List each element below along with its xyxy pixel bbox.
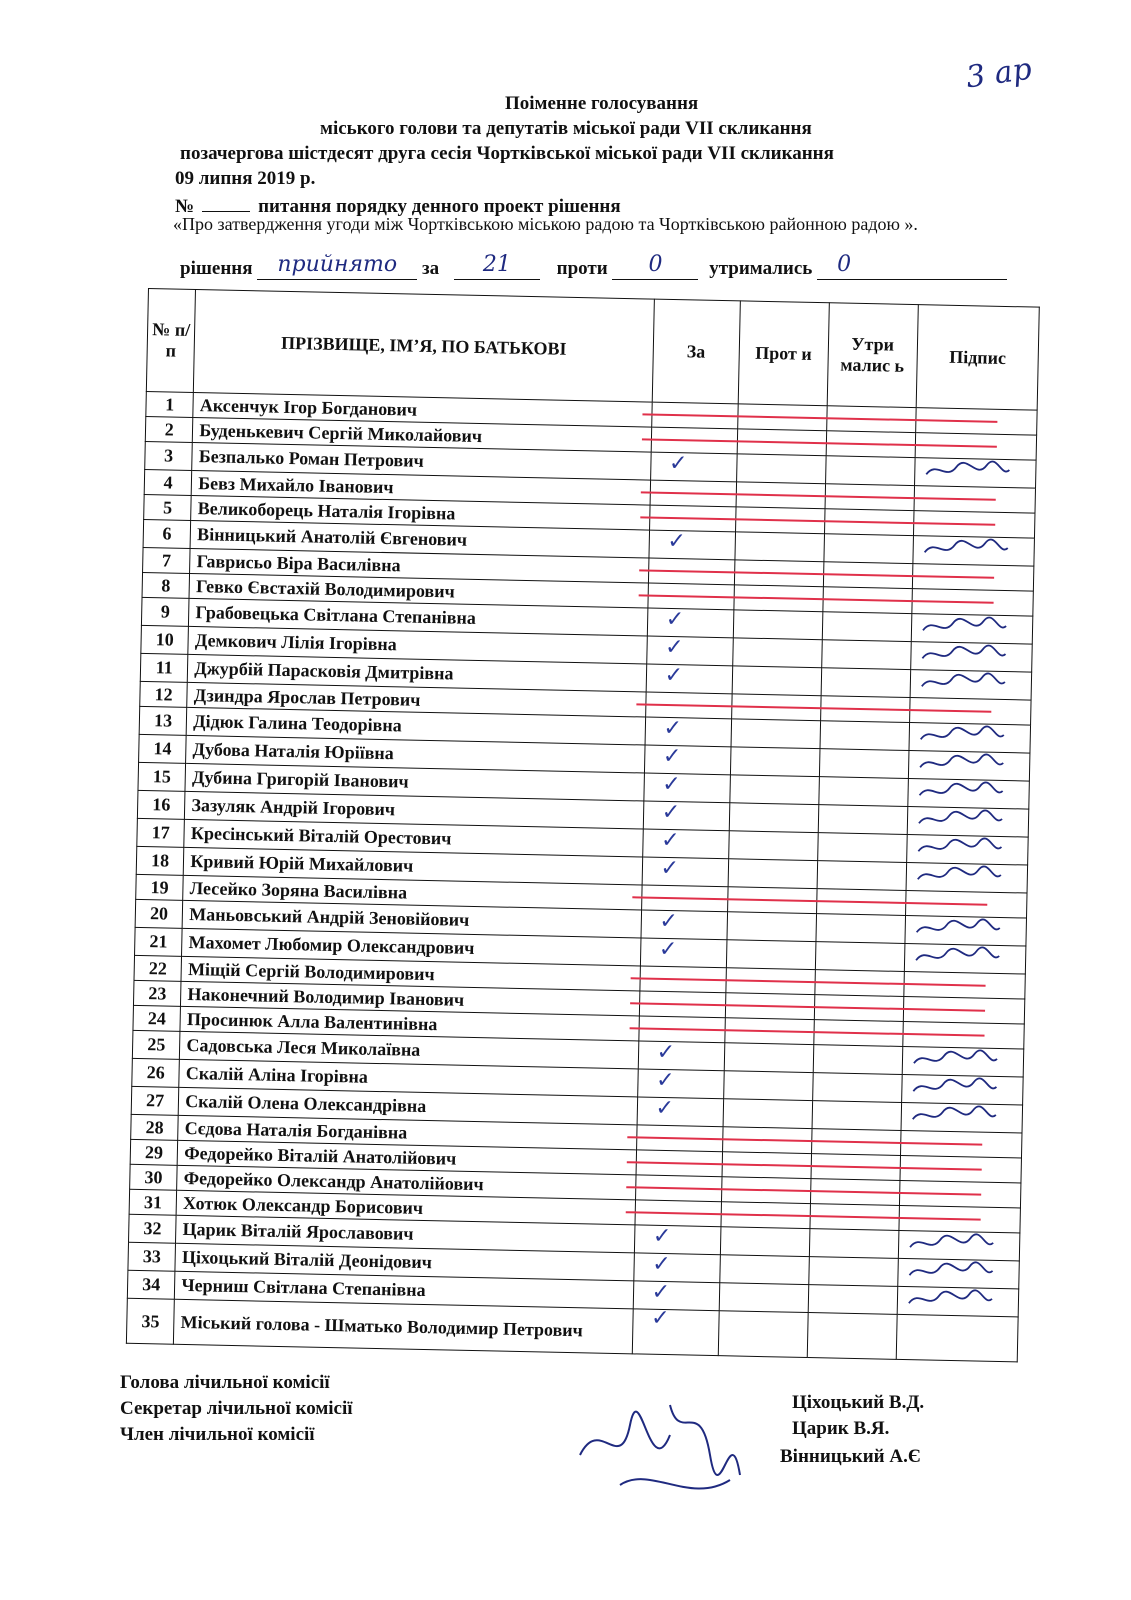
signature-cell [906,863,1028,894]
row-number: 8 [142,572,190,598]
vote-against-cell [721,1202,810,1229]
deputy-name: Демкович Лілія Ігорівна [188,626,647,664]
secretary-label: Секретар лічильної комісії [120,1398,353,1419]
deputy-name: Царик Віталій Ярославович [176,1215,635,1253]
signature-scribble [917,642,1007,666]
vote-against-cell [735,532,824,562]
check-mark-icon: ✓ [659,908,679,935]
check-mark-icon: ✓ [650,1305,670,1332]
signature-scribble [912,863,1002,887]
vote-for-cell [650,480,737,507]
row-number: 26 [132,1058,180,1087]
row-number: 34 [127,1270,175,1299]
decision-field [257,252,417,280]
col-header-abstain: Утри малис ь [827,303,918,408]
check-mark-icon: ✓ [658,936,678,963]
vote-for-cell [651,402,738,429]
row-number: 23 [133,980,181,1006]
check-mark-icon: ✓ [660,827,680,854]
vote-against-cell [738,404,827,431]
signature-cell [911,614,1033,645]
col-header-signature: Підпис [916,305,1039,411]
signature-cell [907,807,1029,838]
vote-for-cell [637,1097,724,1127]
signature-cell [899,1205,1021,1233]
signature-cell [899,1180,1021,1208]
deputy-name: Федорейко Олександр Анатолійович [177,1165,636,1200]
vote-against-cell [724,1071,813,1101]
check-mark-icon: ✓ [655,1067,675,1094]
signature-scribble [911,916,1001,940]
row-number: 13 [139,706,187,735]
check-mark-icon: ✓ [662,743,682,770]
col-header-number: № п/п [146,289,195,393]
row-number: 25 [132,1030,180,1059]
vote-abstain-cell [815,914,905,944]
vote-for-cell [643,773,730,803]
vote-against-cell [737,454,826,484]
signature-scribble [913,835,1003,859]
row-number: 15 [138,762,186,791]
vote-abstain-cell [825,484,915,511]
signature-cell [912,564,1034,592]
doc-subtitle: міського голови та депутатів міської ради VII скликання [320,118,812,139]
vote-for-cell [648,558,735,585]
vote-against-cell [718,1311,807,1358]
row-number: 32 [129,1214,177,1243]
row-number: 22 [134,955,182,981]
signature-scribble [909,1047,999,1071]
row-number: 16 [137,790,185,819]
check-mark-icon: ✓ [652,1223,672,1250]
check-mark-icon: ✓ [651,1251,671,1278]
deputy-name: Аксенчук Ігор Богданович [193,392,652,427]
results-line [180,252,1007,280]
signature-cell [913,536,1035,567]
vote-against-cell [719,1283,808,1313]
row-number: 10 [141,625,189,654]
vote-for-cell [647,583,734,610]
commission-signatures [560,1385,770,1515]
question-number-prefix: № [175,196,195,217]
vote-abstain-cell [809,1229,899,1259]
vote-for-cell [639,991,726,1018]
row-number: 17 [137,818,185,847]
signature-cell [912,589,1034,617]
signature-cell [915,433,1037,461]
vote-against-cell [732,666,821,696]
vote-abstain-cell [823,534,913,564]
deputy-name: Гевко Євстахій Володимирович [189,573,648,608]
vote-abstain-cell [822,612,912,642]
vote-for-cell [646,664,733,694]
vote-abstain-cell [826,406,916,433]
vote-abstain-cell [811,1129,901,1156]
row-number: 5 [144,494,192,520]
deputy-name: Лесейко Зоряна Василівна [183,875,642,910]
against-field [612,252,698,280]
deputy-name: Кривий Юрій Михайлович [184,847,643,885]
signature-cell [908,751,1030,782]
question-label: питання порядку денного проект рішення [258,196,621,217]
chair-name: Ціхоцький В.Д. [792,1392,925,1413]
deputy-name: Скалій Аліна Ігорівна [179,1059,638,1097]
row-number: 3 [145,441,193,470]
signature-scribble [904,1287,994,1311]
signature-scribble [921,458,1011,482]
check-mark-icon: ✓ [651,1279,671,1306]
signature-scribble [915,723,1005,747]
vote-for-cell [650,452,737,482]
vote-abstain-cell [824,509,914,536]
handwritten-page-number: 3 ар [963,51,1034,96]
vote-against-cell [724,1043,813,1073]
signature-scribble [914,807,1004,831]
vote-abstain-cell [809,1204,899,1231]
signature-cell [910,670,1032,701]
row-number: 35 [126,1298,174,1344]
vote-for-cell [644,745,731,775]
col-header-for: За [652,299,741,404]
against-label: проти [556,258,608,279]
signature-cell [906,835,1028,866]
row-number: 24 [133,1005,181,1031]
row-number: 7 [143,547,191,573]
deputy-name: Садовська Леся Миколаївна [180,1031,639,1069]
deputy-name: Джурбій Парасковія Дмитрівна [188,654,647,692]
for-label: за [422,258,440,279]
chair-label: Голова лічильної комісії [120,1372,330,1393]
deputy-name: Маньовський Андрій Зеновійович [182,900,641,938]
signature-cell [914,458,1036,489]
vote-for-cell [641,885,728,912]
vote-for-cell [638,1041,725,1071]
vote-for-cell [638,1016,725,1043]
vote-against-cell [728,859,817,889]
deputy-name: Вінницький Анатолій Євгенович [190,520,649,558]
row-number: 30 [130,1164,178,1190]
deputy-name: Дубина Григорій Іванович [185,763,644,801]
check-mark-icon: ✓ [664,634,684,661]
signature-cell [901,1102,1023,1133]
deputy-name: Сєдова Наталія Богданівна [178,1115,637,1150]
vote-abstain-cell [810,1179,900,1206]
vote-against-cell [723,1099,812,1129]
deputy-name: Ціхоцький Віталій Деонідович [175,1243,634,1281]
row-number: 11 [140,653,188,682]
vote-for-cell [649,505,736,532]
deputy-name: Грабовецька Світлана Степанівна [189,598,648,636]
vote-against-cell [731,719,820,749]
vote-for-cell [642,857,729,887]
check-mark-icon: ✓ [656,1039,676,1066]
vote-for-cell [632,1305,719,1356]
vote-for-cell [636,1125,723,1152]
vote-for-cell [635,1175,722,1202]
deputy-name: Просинюк Алла Валентинівна [180,1006,639,1041]
vote-abstain-cell [808,1257,898,1287]
vote-abstain-cell [812,1073,902,1103]
signature-cell [908,779,1030,810]
vote-against-cell [722,1152,811,1179]
deputy-name: Зазуляк Андрій Ігорович [185,791,644,829]
vote-against-cell [728,887,817,914]
check-mark-icon: ✓ [668,450,688,477]
signature-cell [903,996,1025,1024]
vote-for-cell [635,1200,722,1227]
vote-abstain-cell [814,995,904,1022]
for-field [454,252,540,280]
signature-cell [909,723,1031,754]
abstain-field [817,252,1007,280]
session-line: позачергова шістдесят друга сесія Чортківської міської ради VII скликання [180,143,834,164]
vote-against-cell [720,1227,809,1257]
vote-abstain-cell [817,861,907,891]
row-number: 29 [130,1139,178,1165]
vote-against-cell [726,968,815,995]
deputy-name: Федорейко Віталій Анатолійович [177,1140,636,1175]
vote-abstain-cell [826,431,916,458]
session-date: 09 липня 2019 р. [175,168,316,189]
signature-cell [905,915,1027,946]
vote-against-cell [721,1177,810,1204]
decision-label: рішення [180,258,253,279]
signature-scribble [918,614,1008,638]
vote-against-cell [737,429,826,456]
question-text: «Про затвердження угоди між Чортківською міською радою та Чортківською районною радою ». [173,214,918,234]
signature-cell [914,486,1036,514]
vote-abstain-cell [821,668,911,698]
secretary-name: Царик В.Я. [792,1418,890,1439]
vote-for-cell [645,717,732,747]
signature-cell [904,971,1026,999]
vote-for-cell [646,636,733,666]
vote-abstain-cell [808,1285,898,1315]
signature-scribble [908,1075,998,1099]
signature-scribble [905,1231,995,1255]
signature-cell [900,1130,1022,1158]
check-mark-icon: ✓ [663,715,683,742]
signature-cell [904,943,1026,974]
vote-against-cell [720,1255,809,1285]
vote-against-cell [729,831,818,861]
signature-cell [910,642,1032,673]
row-number: 4 [144,469,192,495]
vote-against-cell [729,803,818,833]
deputy-name: Дзиндра Ярослав Петрович [187,682,646,717]
vote-for-cell [641,910,728,940]
signature-scribble [919,536,1009,560]
vote-abstain-cell [816,889,906,916]
vote-against-cell [736,507,825,534]
vote-against-cell [733,610,822,640]
vote-for-cell [633,1253,720,1283]
row-number: 27 [131,1086,179,1115]
check-mark-icon: ✓ [664,662,684,689]
vote-for-cell [633,1281,720,1311]
vote-for-cell [649,530,736,560]
signature-cell [900,1155,1022,1183]
vote-against-cell [734,560,823,587]
vote-abstain-cell [822,587,912,614]
col-header-against: Прот и [738,301,829,406]
deputy-name: Бевз Михайло Іванович [191,470,650,505]
deputy-name: Черниш Світлана Степанівна [175,1271,634,1309]
signature-cell [898,1258,1020,1289]
row-number: 6 [143,519,191,548]
vote-table [126,288,1040,1362]
signature-cell [913,511,1035,539]
vote-abstain-cell [811,1154,901,1181]
vote-abstain-cell [825,456,915,486]
check-mark-icon: ✓ [655,1095,675,1122]
signature-cell [896,1314,1018,1362]
member-name: Вінницький А.Є [780,1446,921,1467]
row-number: 12 [140,681,188,707]
abstain-label: утримались [709,258,813,279]
doc-title: Поіменне голосування [505,93,699,114]
vote-for-cell [642,829,729,859]
vote-against-cell [733,638,822,668]
col-header-name: ПРІЗВИЩЕ, ІМ’Я, ПО БАТЬКОВІ [194,290,654,403]
vote-abstain-cell [812,1101,902,1131]
vote-for-cell [645,692,732,719]
vote-abstain-cell [820,721,910,751]
member-label: Член лічильної комісії [120,1424,315,1445]
row-number: 28 [131,1114,179,1140]
deputy-name: Міський голова - Шматько Володимир Петрович [174,1299,633,1354]
vote-abstain-cell [823,562,913,589]
deputy-name: Хотюк Олександр Борисович [176,1190,635,1225]
row-number: 1 [146,391,194,417]
against-handwritten: 0 [648,252,663,277]
vote-abstain-cell [817,833,907,863]
abstain-handwritten: 0 [837,252,852,277]
signature-cell [905,891,1027,919]
row-number: 31 [129,1189,177,1215]
signature-cell [915,408,1037,436]
deputy-name: Махомет Любомир Олександрович [182,928,641,966]
signature-cell [903,1021,1025,1049]
vote-abstain-cell [814,970,904,997]
vote-against-cell [730,747,819,777]
for-handwritten: 21 [482,252,511,277]
vote-for-cell [636,1150,723,1177]
signature-scribble [914,779,1004,803]
vote-for-cell [639,966,726,993]
vote-abstain-cell [818,805,908,835]
signature-scribble [907,1103,997,1127]
signature-cell [901,1074,1023,1105]
signature-cell [909,698,1031,726]
vote-abstain-cell [821,640,911,670]
decision-handwritten: прийнято [277,252,398,277]
deputy-name: Наконечний Володимир Іванович [181,981,640,1016]
vote-for-cell [640,938,727,968]
row-number: 18 [136,846,184,875]
signature-cell [897,1286,1019,1317]
vote-against-cell [734,585,823,612]
check-mark-icon: ✓ [660,855,680,882]
vote-abstain-cell [815,942,905,972]
vote-for-cell [643,801,730,831]
vote-abstain-cell [819,749,909,779]
deputy-name: Великоборець Наталія Ігорівна [191,495,650,530]
vote-abstain-cell [818,777,908,807]
vote-for-cell [647,608,734,638]
vote-against-cell [732,694,821,721]
deputy-name: Дубова Наталія Юріївна [186,735,645,773]
signature-cell [898,1230,1020,1261]
vote-against-cell [725,1018,814,1045]
signature-scribble [915,751,1005,775]
row-number: 20 [135,899,183,928]
deputy-name: Гаврисьо Віра Василівна [190,548,649,583]
signature-cell [902,1046,1024,1077]
vote-for-cell [634,1225,721,1255]
row-number: 9 [141,597,189,626]
deputy-name: Скалій Олена Олександрівна [179,1087,638,1125]
table-header-row [146,289,1039,411]
deputy-name: Безпалько Роман Петрович [192,442,651,480]
vote-abstain-cell [820,696,910,723]
vote-for-cell [651,427,738,454]
row-number: 33 [128,1242,176,1271]
check-mark-icon: ✓ [667,528,687,555]
row-number: 14 [139,734,187,763]
check-mark-icon: ✓ [662,771,681,798]
deputy-name: Кресінський Віталій Орестович [184,819,643,857]
check-mark-icon: ✓ [665,606,685,633]
vote-abstain-cell [813,1045,903,1075]
vote-against-cell [723,1127,812,1154]
signature-scribble [911,944,1001,968]
row-number: 19 [136,874,184,900]
vote-against-cell [726,940,815,970]
signature-scribble [917,670,1007,694]
vote-against-cell [736,482,825,509]
row-number: 2 [145,416,193,442]
vote-against-cell [730,775,819,805]
vote-against-cell [727,912,816,942]
deputy-name: Міщій Сергій Володимирович [181,956,640,991]
vote-abstain-cell [807,1313,897,1360]
deputy-name: Дідюк Галина Теодорівна [186,707,645,745]
signature-scribble [904,1259,994,1283]
deputy-name: Буденькевич Сергій Миколайович [193,417,652,452]
vote-for-cell [637,1069,724,1099]
row-number: 21 [135,927,183,956]
vote-against-cell [725,993,814,1020]
vote-abstain-cell [813,1020,903,1047]
check-mark-icon: ✓ [661,799,681,826]
